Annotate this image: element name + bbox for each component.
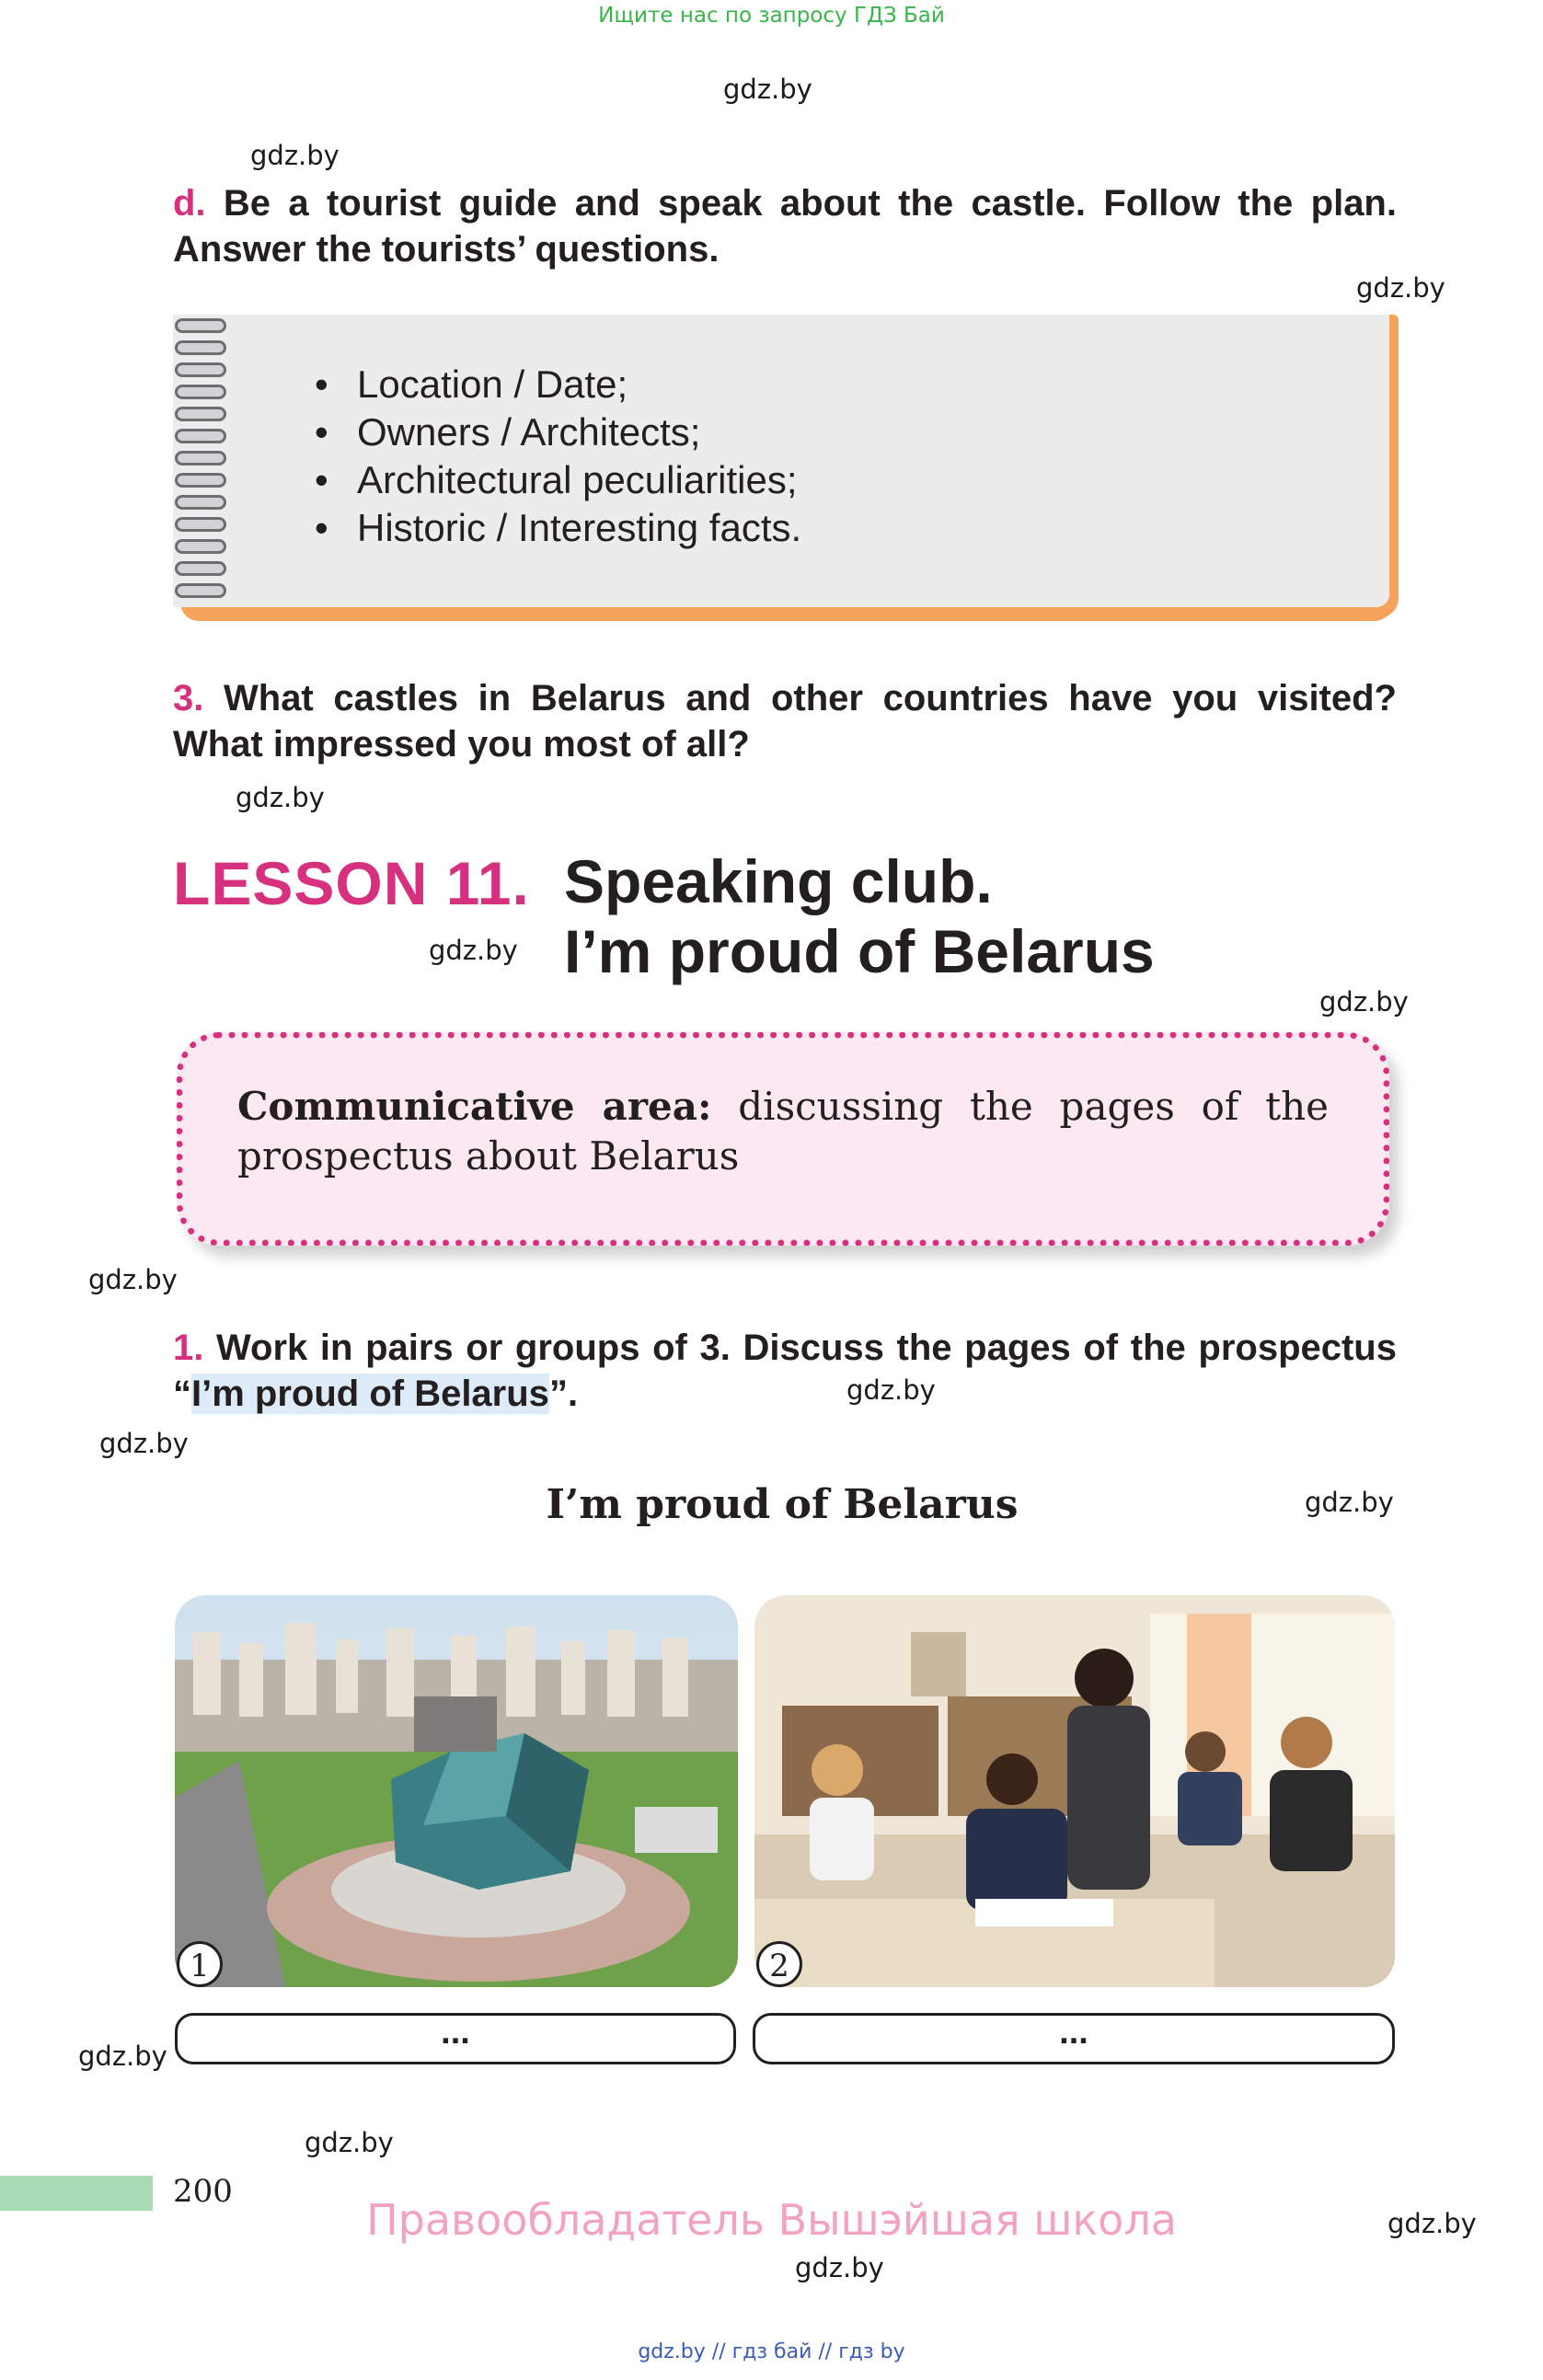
task-letter: d.	[173, 183, 206, 224]
quote-mark: “	[173, 1374, 191, 1414]
spiral-ring	[175, 429, 226, 443]
plan-list	[311, 361, 801, 552]
spiral-ring	[175, 473, 226, 488]
footer-links[interactable]: gdz.by // гдз бай // гдз by	[638, 2340, 905, 2363]
answer-box[interactable]: ...	[175, 2013, 736, 2064]
spiral-ring	[175, 340, 226, 355]
spiral-ring	[175, 517, 226, 532]
communicative-area-text	[237, 1082, 1329, 1181]
task-text: Work in pairs or groups of 3. Discuss the pages of the prospectus	[216, 1328, 1397, 1368]
top-banner[interactable]: Ищите нас по запросу ГДЗ Бай	[598, 4, 945, 28]
spiral-ring	[175, 318, 226, 333]
answer-box[interactable]: ...	[753, 2013, 1395, 2064]
spiral-ring	[175, 539, 226, 554]
page-number: 200	[173, 2173, 233, 2210]
plan-item: • Historic / Interesting facts.	[311, 504, 801, 552]
plan-item: • Architectural peculiarities;	[311, 456, 801, 504]
national-library-image	[175, 1595, 738, 1987]
watermark: gdz.by	[305, 2127, 394, 2158]
spiral-ring	[175, 362, 226, 377]
task-d	[173, 180, 1397, 272]
photo-number-badge: 1	[177, 1941, 223, 1987]
watermark: gdz.by	[846, 1374, 936, 1406]
task-text: What castles in Belarus and other countries have you visited? What impressed you most of all?	[173, 678, 1397, 765]
prospectus-name-highlight: I’m proud of Belarus	[191, 1374, 549, 1414]
watermark: gdz.by	[88, 1264, 178, 1295]
photo-number-badge: 2	[756, 1941, 802, 1987]
classroom-image	[754, 1595, 1395, 1987]
lesson-label: LESSON 11.	[173, 849, 530, 917]
task-1	[173, 1325, 1397, 1417]
watermark: gdz.by	[723, 74, 812, 105]
prospectus-title: I’m proud of Belarus	[546, 1481, 1019, 1528]
watermark: gdz.by	[78, 2041, 167, 2072]
watermark: gdz.by	[99, 1428, 189, 1459]
watermark: gdz.by	[250, 140, 340, 171]
task-3	[173, 675, 1397, 767]
spiral-ring	[175, 385, 226, 399]
watermark: gdz.by	[1305, 1487, 1394, 1518]
spiral-ring	[175, 495, 226, 510]
watermark: gdz.by	[429, 935, 518, 966]
spiral-ring	[175, 451, 226, 466]
watermark: gdz.by	[1319, 986, 1409, 1018]
copyright-holder: Правообладатель Вышэйшая школа	[366, 2195, 1177, 2245]
spiral-ring	[175, 407, 226, 421]
classroom-photo	[754, 1595, 1395, 1987]
plan-item: • Location / Date;	[311, 361, 801, 408]
watermark: gdz.by	[795, 2252, 884, 2283]
quote-mark: ”.	[548, 1374, 579, 1414]
lesson-title-line1: Speaking club.	[564, 847, 993, 915]
watermark: gdz.by	[1388, 2208, 1477, 2239]
national-library-photo	[175, 1595, 738, 1987]
communicative-description: discussing the pages of the prospectus about Belarus	[237, 1084, 1329, 1179]
plan-item: • Owners / Architects;	[311, 408, 801, 456]
task-number: 3.	[173, 678, 204, 719]
lesson-title	[564, 846, 1155, 986]
task-text: Be a tourist guide and speak about the castle. Follow the plan. Answer the tourists’ questions.	[173, 183, 1397, 270]
watermark: gdz.by	[236, 782, 325, 813]
communicative-label: Communicative area:	[237, 1084, 712, 1129]
watermark: gdz.by	[1356, 272, 1445, 304]
lesson-title-line2: I’m proud of Belarus	[564, 917, 1155, 985]
spiral-ring	[175, 583, 226, 598]
spiral-ring	[175, 561, 226, 576]
task-number: 1.	[173, 1328, 204, 1368]
